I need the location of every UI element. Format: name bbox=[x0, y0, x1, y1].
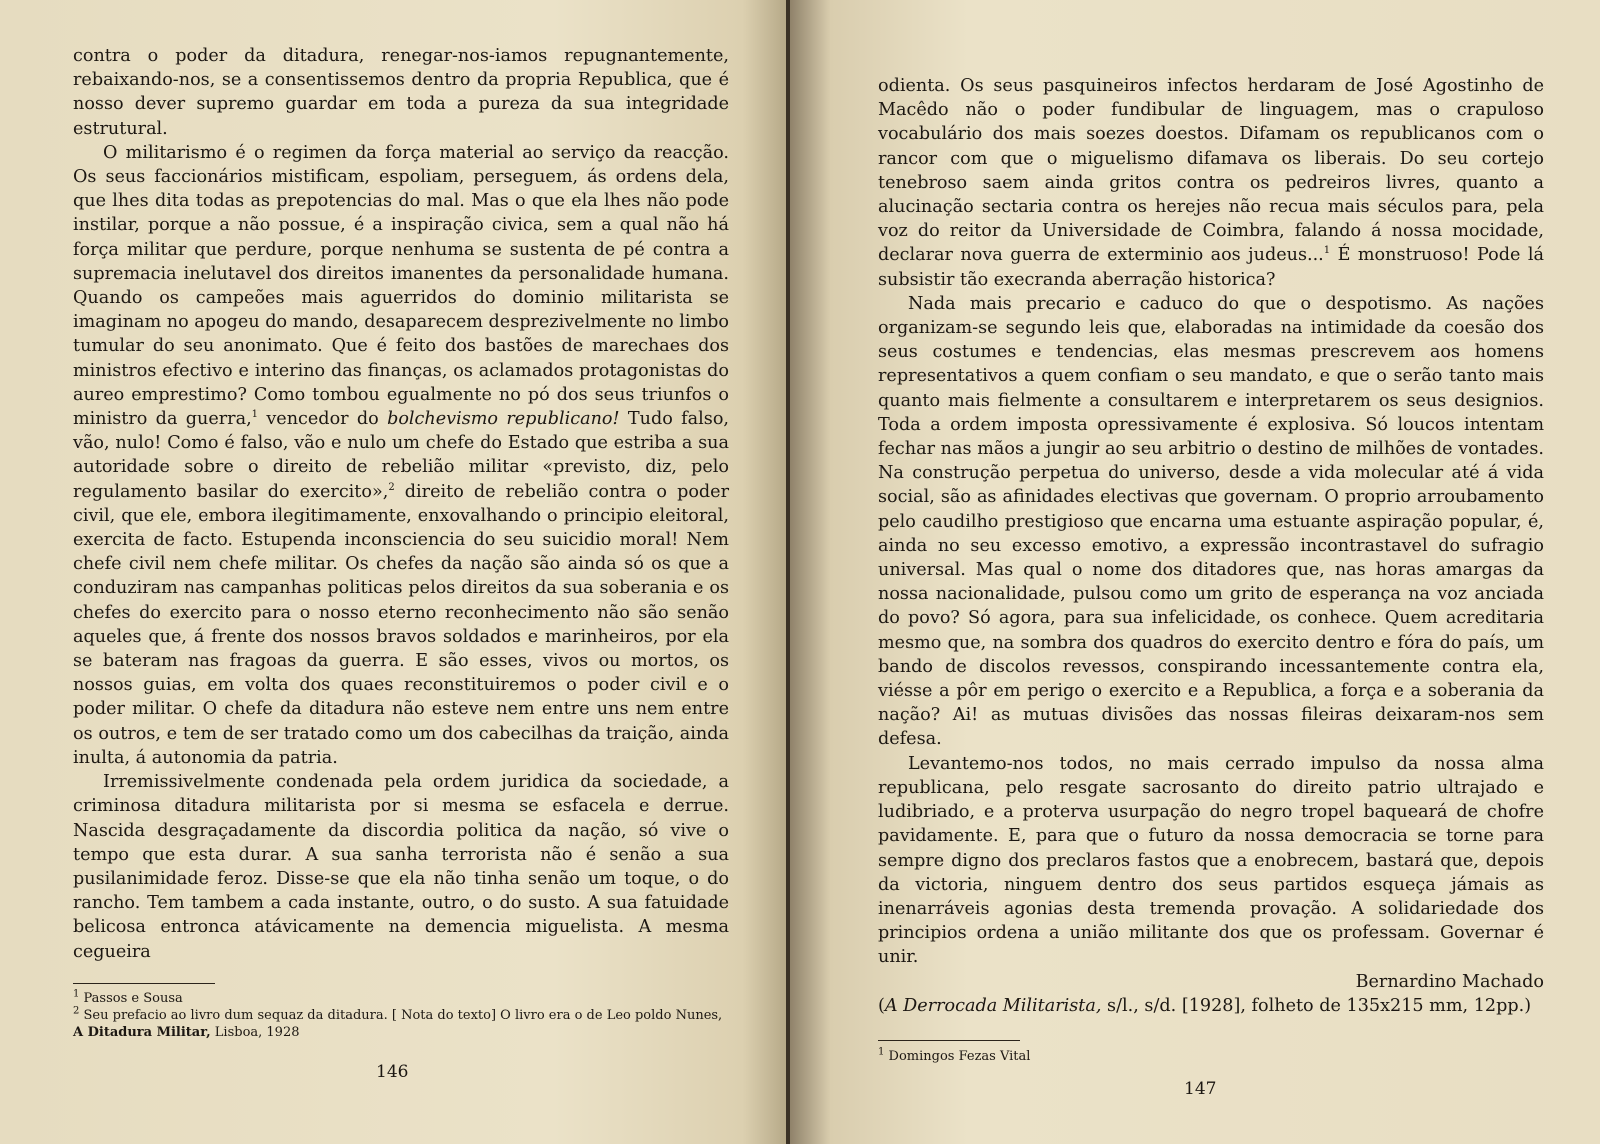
italic-phrase: bolchevismo republicano! bbox=[387, 409, 620, 430]
footnote-rule bbox=[73, 983, 215, 984]
source-details: s/l., s/d. [1928], folheto de 135x215 mm, 12pp.) bbox=[1101, 995, 1532, 1016]
book-title: A Ditadura Militar, bbox=[73, 1025, 211, 1040]
paragraph: Levantemo-nos todos, no mais cerrado impulso da nossa alma republicana, pelo resgate sacrosanto do direito patrio ultrajado e ludibriado, e a proterva usurpação do negro tropel baqueará de chofre pavidamente. E, para que o futuro da nossa democracia se torne para sempre digno dos preclaros fastos que a enobrecem, bastará que, depois da victoria, ninguem dentro dos seus partidos esqueça jámais as inenarráveis agonias desta tremenda provação. A solidariedade dos principios ordena a união militante dos que os professam. Governar é unir. bbox=[878, 753, 1544, 968]
left-text-column bbox=[73, 44, 729, 964]
text-run: odienta. Os seus pasquineiros infectos herdaram de José Agostinho de Macêdo não o poder fundibular de linguagem, mas o crapuloso vocabulário dos mais soezes doestos. Difamam os republicanos com o rancor com que o miguelismo difamava os liberais. Do seu cortejo tenebroso saem ainda gritos contra os pedreiros livres, quanto a alucinação sectaria contra os herejes não recua mais séculos para, pela voz do reitor da Universidade de Coimbra, falando á nossa mocidade, declarar nova guerra de exterminio aos judeus... bbox=[878, 76, 1544, 266]
footnote-number: 2 bbox=[73, 1005, 80, 1017]
right-page bbox=[790, 0, 1600, 1144]
paren: ( bbox=[878, 995, 885, 1016]
footnote-text: Domingos Fezas Vital bbox=[888, 1049, 1031, 1064]
footnote bbox=[73, 1007, 729, 1041]
signature: Bernardino Machado bbox=[1355, 971, 1544, 992]
text-run: É monstruoso! Pode lá subsistir tão execranda aberração historica? bbox=[878, 245, 1544, 290]
right-text-column bbox=[878, 74, 1544, 1018]
source-title: A Derrocada Militarista, bbox=[884, 995, 1102, 1016]
text-run: Tudo falso, vão, nulo! Como é falso, vão e nulo um chefe do Estado que estriba a sua autoridade sobre o direito de rebelião militar «previsto, diz, pelo regulamento basilar do exercito», bbox=[73, 409, 730, 502]
footnote-text: Passos e Sousa bbox=[83, 991, 183, 1006]
paragraph bbox=[878, 74, 1544, 292]
paragraph: Nada mais precario e caduco do que o despotismo. As nações organizam-se segundo leis que, elaboradas na intimidade da coesão dos seus costumes e tendencias, elas mesmas prescrevem aos homens representativos a quem confiam o seu mandato, e que o serão tanto mais quanto mais fielmente a consultarem e interpretarem os seus designios. Toda a ordem imposta opressivamente é explosiva. Só loucos intentam fechar nas mãos a jungir ao seu arbitrio o destino de milhões de vontades. Na construção perpetua do universo, desde a vida molecular até á vida social, são as afinidades electivas que governam. O proprio arroubamento pelo caudilho prestigioso que encarna uma estuante aspiração popular, é, ainda no seu excesso emotivo, a expressão incontrastavel do sufragio universal. Mas qual o nome dos ditadores que, nas horas amargas da nossa nacionalidade, pulsou como um grito de esperança na voz anciada do povo? Só agora, para sua infelicidade, os conhece. Quem acreditaria mesmo que, na sombra dos quadros do exercito dentro e fóra do país, um bando de discolos revessos, conspirando incessantemente contra ela, viésse a pôr em perigo o exercito e a Republica, a força e a soberania da nação? Ai! as mutuas divisões das nossas fileiras deixaram-nos sem defesa. bbox=[878, 293, 1544, 750]
footnote bbox=[73, 990, 729, 1007]
source-citation bbox=[878, 994, 1544, 1018]
page-number: 146 bbox=[376, 1062, 409, 1082]
footnote bbox=[878, 1048, 1534, 1065]
footnote-text: Seu prefacio ao livro dum sequaz da ditadura. [ Nota do texto] O livro era o de Leo poldo Nunes, bbox=[83, 1008, 723, 1023]
text-run: direito de rebelião contra o poder civil, que ele, embora ilegitimamente, enxovalhando o principio eleitoral, exercita de facto. Estupenda inconsciencia do seu suicidio moral! Nem chefe civil nem chefe militar. Os chefes da nação são ainda só os que a conduziram nas campanhas politicas pelos direitos da sua soberania e os chefes do exercito para o nosso eterno reconhecimento não são senão aqueles que, á frente dos nossos bravos soldados e marinheiros, por ela se bateram nas fragoas da guerra. E são esses, vivos ou mortos, os nossos guias, em volta dos quaes reconstituiremos o poder civil e o poder militar. O chefe da ditadura não esteve nem entre uns nem entre os outros, e tem de ser tratado como um dos cabecilhas da traição, ainda inulta, á autonomia da patria. bbox=[73, 481, 730, 768]
text-run: O militarismo é o regimen da força material ao serviço da reacção. Os seus faccionários mistificam, espoliam, perseguem, ás ordens dela, que lhes dita todas as prepotencias do mal. Mas o que ela lhes não pode instilar, porque a não possue, é a inspiração civica, sem a qual não há força militar que perdure, porque nenhuma se sustenta de pé contra a supremacia inelutavel dos direitos imanentes da personalidade humana. Quando os campeões mais aguerridos do dominio militarista se imaginam no apogeu do mando, desaparecem desprezivelmente no limbo tumular do seu anonimato. Que é feito dos bastões de marechaes dos ministros efectivo e interino das finanças, os aclamados protagonistas do aureo emprestimo? Como tombou egualmente no pó dos seus triunfos o ministro da guerra, bbox=[73, 142, 730, 430]
footnote-text: Lisboa, 1928 bbox=[210, 1025, 300, 1040]
footnote-number: 1 bbox=[73, 988, 80, 1000]
footnote-ref: 1 bbox=[1323, 245, 1331, 257]
footnote-ref: 1 bbox=[251, 409, 259, 421]
footnote-rule bbox=[878, 1040, 1020, 1041]
paragraph: Irremissivelmente condenada pela ordem juridica da sociedade, a criminosa ditadura militarista por si mesma se esfacela e derrue. Nascida desgraçadamente da discordia politica da nação, só vive o tempo que esta durar. A sua sanha terrorista não é senão a sua pusilanimidade feroz. Disse-se que ela não tinha senão um toque, o do rancho. Tem tambem a cada instante, outro, o do susto. A sua fatuidade belicosa entronca atávicamente na demencia miguelista. A mesma cegueira bbox=[73, 772, 729, 962]
paragraph: contra o poder da ditadura, renegar-nos-iamos repugnantemente, rebaixando-nos, se a consentissemos dentro da propria Republica, que é nosso dever supremo guardar em toda a pureza da sua integridade estrutural. bbox=[73, 46, 729, 139]
paragraph bbox=[73, 141, 729, 770]
text-run: vencedor do bbox=[258, 409, 388, 430]
left-page bbox=[0, 0, 790, 1144]
left-footnotes bbox=[73, 990, 729, 1041]
page-number: 147 bbox=[1184, 1079, 1217, 1099]
footnote-number: 1 bbox=[878, 1046, 885, 1058]
footnote-ref: 2 bbox=[388, 481, 395, 493]
right-footnotes bbox=[878, 1048, 1534, 1065]
